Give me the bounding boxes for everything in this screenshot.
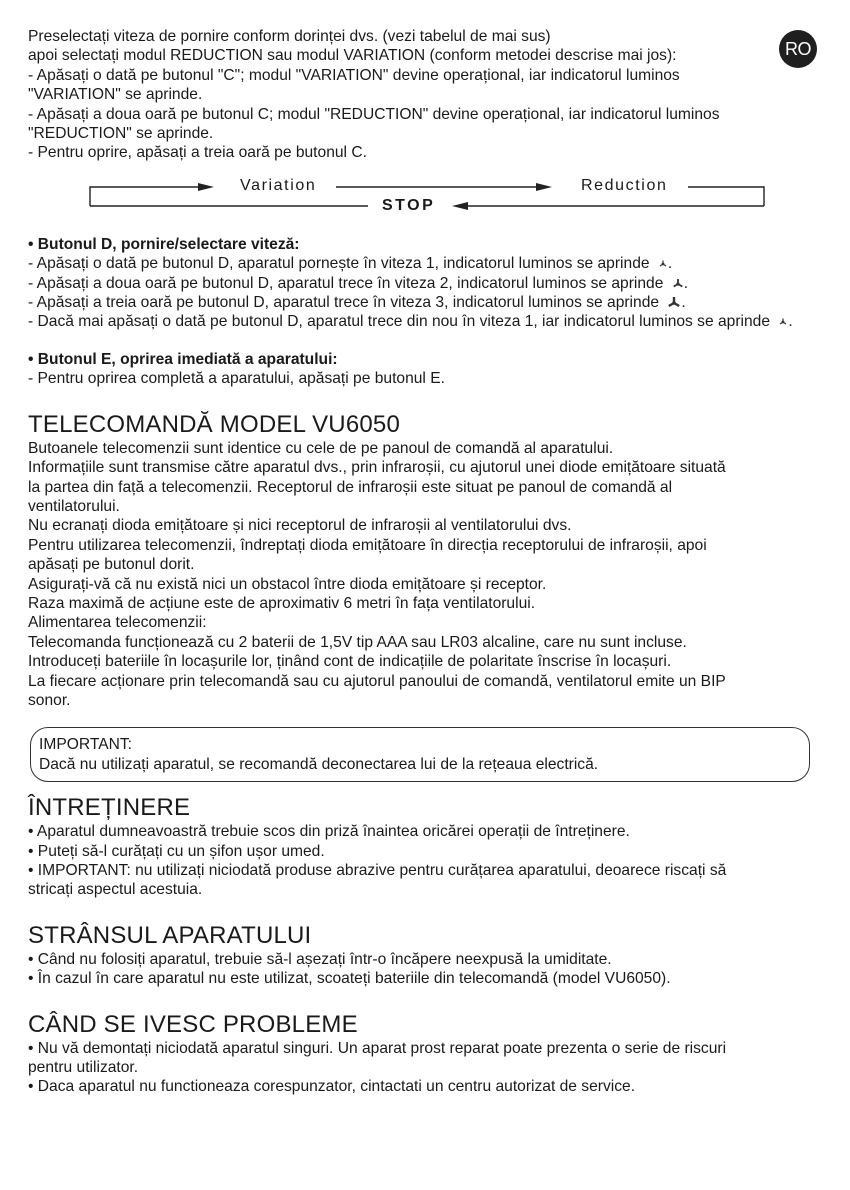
important-notice-box <box>30 727 810 782</box>
remote-line: sonor. <box>28 691 71 709</box>
intro-line: - Pentru oprire, apăsați a treia oară pe butonul C. <box>28 144 367 162</box>
button-d-line: - Apăsați o dată pe butonul D, aparatul pornește în viteza 1, indicatorul luminos se aprinde . <box>28 255 673 273</box>
problems-section <box>28 1011 828 1097</box>
storage-line: • În cazul în care aparatul nu este utilizat, scoateți bateriile din telecomandă (model VU6050). <box>28 970 671 988</box>
important-text: Dacă nu utilizați aparatul, se recomandă deconectarea lui de la rețeaua electrică. <box>39 755 599 773</box>
maintenance-heading: ÎNTREȚINERE <box>28 794 191 822</box>
remote-line: Pentru utilizarea telecomenzii, îndreptați dioda emițătoare în direcția receptorului de infraroșii, apoi <box>28 536 707 554</box>
maintenance-line: stricați aspectul acestuia. <box>28 881 203 899</box>
remote-line: Nu ecranați dioda emițătoare și nici receptorul de infraroșii al ventilatorului dvs. <box>28 517 572 535</box>
fan-speed-3-icon <box>667 296 681 310</box>
button-d-text: - Apăsați a doua oară pe butonul D, aparatul trece în viteza 2, indicatorul luminos se aprinde <box>28 274 664 292</box>
maintenance-line: • Puteți să-l curățați cu un șifon ușor umed. <box>28 842 325 860</box>
problems-line: • Nu vă demontați niciodată aparatul singuri. Un aparat prost reparat poate prezenta o serie de riscuri <box>28 1039 727 1057</box>
intro-section <box>28 27 828 163</box>
button-e-line: - Pentru oprirea completă a aparatului, apăsați pe butonul E. <box>28 370 445 388</box>
remote-line: Alimentarea telecomenzii: <box>28 614 207 632</box>
intro-line: "VARIATION" se aprinde. <box>28 86 203 104</box>
button-d-title: • Butonul D, pornire/selectare viteză: <box>28 235 300 253</box>
button-d-text: - Apăsați a treia oară pe butonul D, aparatul trece în viteza 3, indicatorul luminos se aprinde <box>28 294 660 312</box>
remote-line: ventilatorului. <box>28 497 120 515</box>
flow-arrows <box>28 163 828 229</box>
fan-speed-1-icon <box>778 317 788 327</box>
intro-line: - Apăsați o dată pe butonul "C"; modul "VARIATION" devine operațional, iar indicatorul luminos <box>28 66 680 84</box>
intro-line: "REDUCTION" se aprinde. <box>28 125 214 143</box>
remote-line: Asigurați-vă că nu există nici un obstacol între dioda emițătoare și receptor. <box>28 575 547 593</box>
remote-line: la partea din față a telecomenzii. Receptorul de infraroșii este situat pe panoul de comandă al <box>28 478 673 496</box>
maintenance-section <box>28 794 828 900</box>
button-d-line: - Apăsați a treia oară pe butonul D, aparatul trece în viteza 3, indicatorul luminos se aprinde . <box>28 294 686 312</box>
problems-line: pentru utilizator. <box>28 1059 139 1077</box>
remote-section <box>28 411 828 711</box>
intro-line: Preselectați viteza de pornire conform dorinței dvs. (vezi tabelul de mai sus) <box>28 28 551 45</box>
remote-line: Telecomanda funcționează cu 2 baterii de 1,5V tip AAA sau LR03 alcaline, care nu sunt incluse. <box>28 633 687 651</box>
storage-line: • Când nu folosiți aparatul, trebuie să-l așezați într-o încăpere neexpusă la umiditate. <box>28 950 612 968</box>
remote-line: La fiecare acționare prin telecomandă sau cu ajutorul panoului de comandă, ventilatorul emite un BIP <box>28 672 726 690</box>
important-title: IMPORTANT: <box>39 736 132 754</box>
language-badge: RO <box>779 30 817 68</box>
problems-line: • Daca aparatul nu functioneaza corespunzator, cintactati un centru autorizat de service. <box>28 1078 636 1096</box>
maintenance-line: • Aparatul dumneavoastră trebuie scos din priză înaintea oricărei operații de întreținere. <box>28 823 630 841</box>
button-e-section <box>28 350 828 389</box>
storage-heading: STRÂNSUL APARATULUI <box>28 921 312 949</box>
remote-line: Introduceți bateriile în locașurile lor, ținând cont de indicațiile de polaritate înscrise în locașuri. <box>28 653 672 671</box>
remote-line: Raza maximă de acțiune este de aproximativ 6 metri în fața ventilatorului. <box>28 594 536 612</box>
button-d-line: - Dacă mai apăsați o dată pe butonul D, aparatul trece din nou în viteza 1, iar indicatorul luminos se aprinde . <box>28 313 793 331</box>
button-d-text: - Dacă mai apăsați o dată pe butonul D, aparatul trece din nou în viteza 1, iar indicatorul luminos se aprinde <box>28 313 770 331</box>
remote-line: apăsați pe butonul dorit. <box>28 556 195 574</box>
button-e-title: • Butonul E, oprirea imediată a aparatului: <box>28 350 338 368</box>
intro-line: apoi selectați modul REDUCTION sau modul VARIATION (conform metodei descrise mai jos): <box>28 47 677 65</box>
button-d-section <box>28 235 828 332</box>
mode-flow-diagram <box>28 163 828 229</box>
manual-page <box>28 27 828 1097</box>
fan-speed-1-icon <box>658 259 668 269</box>
flow-reduction-label: Reduction <box>581 176 668 194</box>
button-d-text: - Apăsați o dată pe butonul D, aparatul pornește în viteza 1, indicatorul luminos se aprinde <box>28 255 650 273</box>
button-d-line: - Apăsați a doua oară pe butonul D, aparatul trece în viteza 2, indicatorul luminos se aprinde . <box>28 274 689 292</box>
remote-heading: TELECOMANDĂ MODEL VU6050 <box>28 410 401 438</box>
storage-section <box>28 922 828 989</box>
remote-line: Informațiile sunt transmise către aparatul dvs., prin infraroșii, cu ajutorul unei diode emițătoare situată <box>28 459 726 477</box>
problems-heading: CÂND SE IVESC PROBLEME <box>28 1010 358 1038</box>
intro-line: - Apăsați a doua oară pe butonul C; modul "REDUCTION" devine operațional, iar indicatorul luminos <box>28 105 720 123</box>
flow-variation-label: Variation <box>240 176 317 194</box>
maintenance-line: • IMPORTANT: nu utilizați niciodată produse abrazive pentru curățarea aparatului, deoarece riscați să <box>28 862 727 879</box>
fan-speed-2-icon <box>672 278 684 290</box>
flow-stop-label: STOP <box>378 197 439 215</box>
remote-line: Butoanele telecomenzii sunt identice cu cele de pe panoul de comandă al aparatului. <box>28 439 614 457</box>
